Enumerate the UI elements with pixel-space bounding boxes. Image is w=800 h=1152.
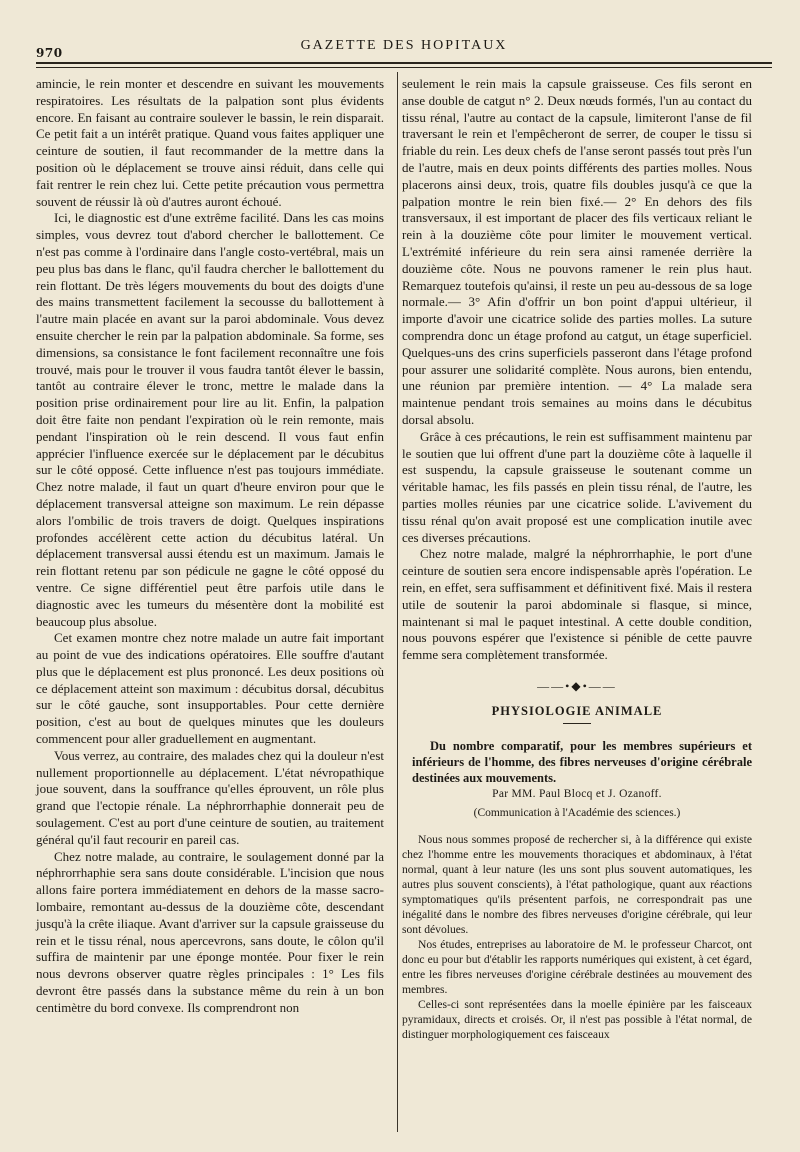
section-ornament: ——•◆•——: [537, 678, 617, 693]
header-rule-thick: [36, 62, 772, 64]
left-paragraph-1: amincie, le rein monter et descendre en suivant les mouvements respiratoires. Les résultats de la palpation sont plus évidents encore. En faisant au contraire soulever le bassin, le rein disparait. Ce petit fait a un intérêt pratique. Quand vous faites appliquer une ceinture de soutien, il faut recommander de la mettre dans la position où le déplacement se trouve ainsi réduit, dans celle qui fait rentrer le rein chez lui. Cette petite précaution vous permettra souvent de réussir là où d'autres auront échoué.: [36, 76, 384, 209]
left-column: [36, 76, 384, 1017]
right-paragraph-1: seulement le rein mais la capsule graisseuse. Ces fils seront en anse double de catgut n° 2. Deux nœuds formés, l'un au contact du tissu rénal, l'autre au contact de la capsule, limiteront l'anse de fil traversant le rein et l'empêcheront de serrer, de couper le tissu si friable du rein. Les deux chefs de l'anse seront passés tout près l'un de l'autre, mais en deux points différents des parties molles. Nous placerons ainsi deux, trois, quatre fils doubles jusqu'à ce que la palpation montre le rein bien fixé.— 2° En dehors des fils transversaux, il est important de placer des fils verticaux reliant le rein à la douzième côte pour limiter le mouvement vertical. L'extrémité inférieure du rein sera ainsi ramenée derrière la douzième côte. Nous ne pouvons ramener le rein plus haut. Remarquez toutefois qu'ainsi, il reste un peu au-dessous de sa loge normale.— 3° Afin d'offrir un bon point d'appui ultérieur, il importe d'avoir une cicatrice solide des parties molles. La suture comprendra donc un étage profond au catgut, un étage superficiel. Quelques-uns des crins superficiels passeront dans l'étage profond pour assurer une solidarité complète. Nous aurons, bien entendu, une réunion par première intention. — 4° La malade sera maintenue pendant trois semaines au moins dans le décubitus dorsal absolu.: [402, 76, 752, 427]
section-short-rule: [563, 723, 591, 724]
right-paragraph-3: Chez notre malade, malgré la néphrorrhaphie, le port d'une ceinture de soutien sera encore indispensable après l'opération. Le rein, en effet, sera suffisamment et définitivent fixé. Mais il restera utile de soutenir la paroi abdominale si flasque, si mince, maintenant si mal le paquet intestinal. A cette double condition, nous pouvons espérer que l'existence si pénible de cette pauvre femme sera complètement transformée.: [402, 546, 752, 663]
article-byline: Par MM. Paul Blocq et J. Ozanoff.: [492, 788, 662, 801]
running-title: GAZETTE DES HOPITAUX: [300, 38, 508, 53]
page-header: [36, 34, 772, 64]
left-paragraph-4: Vous verrez, au contraire, des malades chez qui la douleur n'est nullement proportionnelle au déplacement. L'état névropathique joue souvent, dans la souffrance qu'elles éprouvent, un rôle plus grand que l'ectopie rénale. La néphrorrhaphie donnerait peu de soulagement. C'est au port d'une ceinture de soutien, au traitement général qu'il faut recourir en pareil cas.: [36, 747, 384, 847]
article-paragraph-3: Celles-ci sont représentées dans la moelle épinière par les faisceaux pyramidaux, directs et croisés. Or, il n'est pas possible à l'état normal, de distinguer morphologiquement ces faisceaux: [402, 998, 752, 1042]
left-paragraph-5: Chez notre malade, au contraire, le soulagement donné par la néphrorrhaphie sera sans doute considérable. L'incision que nous allons faire portera immédiatement en dehors de la masse sacro-lombaire, remontant au-dessus de la douzième côte, descendant jusqu'à la crête iliaque. Avant d'arriver sur la capsule graisseuse du rein et le tissu rénal, nous apercevrons, sans doute, le côlon qu'il suffira de maintenir par une éponge montée. Pour fixer le rein nous devrons observer quatre règles principales : 1° Les fils devront être passés dans la substance même du rein à un bon centimètre du bord convexe. Ils comprendront non: [36, 848, 384, 1015]
header-rule-thin: [36, 67, 772, 68]
right-column: [402, 76, 752, 1042]
article-communication-note: (Communication à l'Académie des sciences.): [473, 807, 681, 820]
article-paragraph-2: Nos études, entreprises au laboratoire de M. le professeur Charcot, ont donc eu pour but d'établir les rapports numériques qui existent, à cet égard, entre les fibres nerveuses d'origine cérébrale destinées au mouvement des membres.: [402, 938, 752, 997]
right-paragraph-2: Grâce à ces précautions, le rein est suffisamment maintenu par le soutien que lui offrent d'une part la douzième côte à laquelle il est suspendu, la capsule graisseuse le soutenant comme un véritable hamac, les fils passés en plein tissu rénal, de l'autre, les parties molles réunies par une cicatrice solide. L'avivement du tissu rénal qu'on avait proposé est une complication inutile avec ces diverses précautions.: [402, 428, 752, 545]
page-number: 970: [36, 46, 63, 60]
left-paragraph-2: Ici, le diagnostic est d'une extrême facilité. Dans les cas moins simples, vous devrez tout d'abord chercher le ballottement. Ce n'est pas comme à l'ordinaire dans l'angle costo-vertébral, mais un peu plus bas dans le flanc, qu'il faudra chercher le ballottement du rein flottant. De très légers mouvements du bout des doigts d'une des mains transmettent facilement la secousse du ballottement à l'autre main placée en avant sur la paroi abdominale. Vous devez ensuite chercher le rein par la palpation abdominale. Sa forme, ses dimensions, sa consistance le font facilement reconnaître une fois trouvé, mais pour le trouver il vous faudra tantôt élever le bassin, tantôt au contraire élever le tronc, mettre le malade dans la position prise ordinairement pour lire au lit. Enfin, la palpation doit être faite non pendant l'expiration où le rein remonte, mais pendant l'inspiration où le rein descend. Il vous faut enfin apprécier l'influence exercée sur le déplacement par le décubitus sur le côté opposé. Cette influence n'est pas toujours immédiate. Chez notre malade, il faut un quart d'heure environ pour que le déplacement transversal atteigne son maximum. Le rein dépasse alors l'ombilic de trois travers de doigt. Quelques inspirations profondes accélèrent cette action du décubitus latéral. Un déplacement transversal aussi étendu est un maximum. Jamais le rein flottant retenu par son pédicule ne gagne le côté opposé du ventre. Ce signe différentiel peut être parfois utile dans le diagnostic avec les tumeurs du mésentère dont la mobilité est beaucoup plus absolue.: [36, 210, 384, 629]
article-paragraph-1: Nous nous sommes proposé de rechercher si, à la différence qui existe chez l'homme entre les mouvements thoraciques et abdominaux, à l'état normal, quant à leur nature (les uns sont plus souvent automatiques, les autres plus souvent conscients), à l'état pathologique, quant aux réactions symptomatiques qu'ils présentent parfois, ne correspondrait pas une inégalité dans le nombre des fibres nerveuses d'origine cérébrale, qui leur sont dévolues.: [402, 833, 752, 937]
article-title: Du nombre comparatif, pour les membres supérieurs et inférieurs de l'homme, des fibres nerveuses d'origine cérébrale destinées aux mouvements.: [412, 739, 752, 786]
section-title: PHYSIOLOGIE ANIMALE: [491, 703, 663, 718]
left-paragraph-3: Cet examen montre chez notre malade un autre fait important au point de vue des indications opératoires. Elle souffre d'autant plus que le déplacement est plus prononcé. Les deux positions où ce déplacement atteint son maximum : décubitus dorsal, décubitus sur le côté gauche, sont insupportables. Pour cette dernière position, c'est au bout de quelques minutes que les douleurs commencent pour aller graduellement en augmentant.: [36, 630, 384, 747]
article-body: [402, 832, 752, 1042]
column-divider: [397, 72, 398, 1132]
